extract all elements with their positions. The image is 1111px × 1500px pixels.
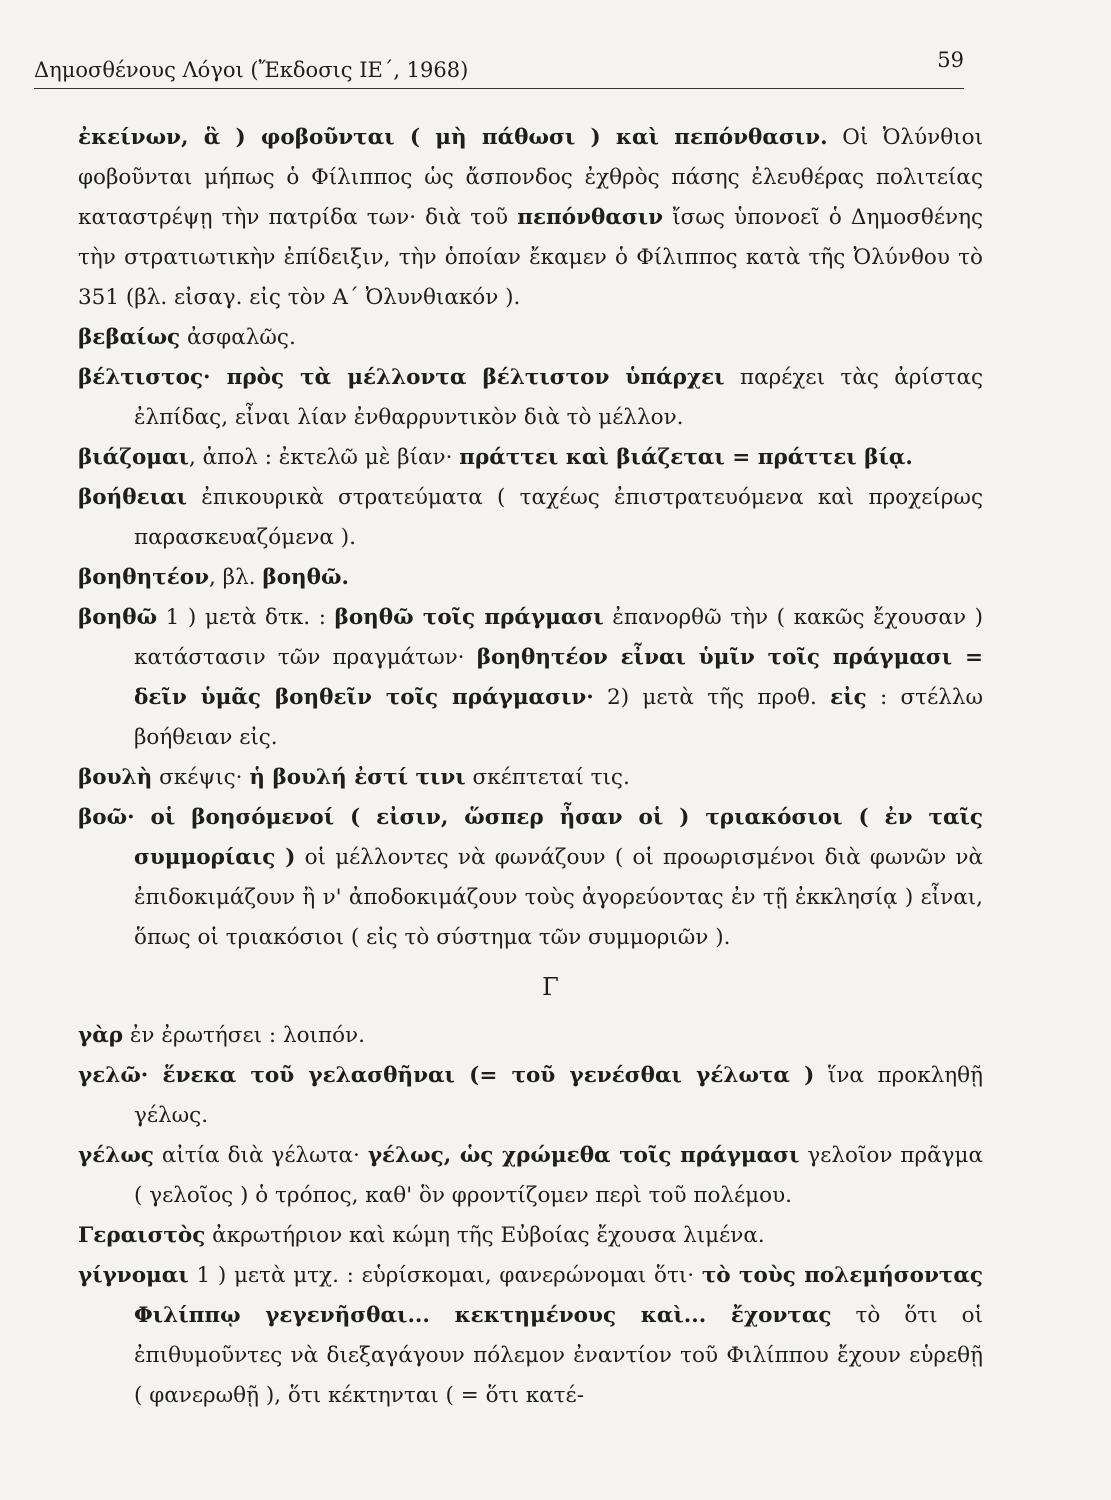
entry-text: οἱ μέλλοντες νὰ φωνάζουν ( οἱ προωρισμένοι διὰ φωνῶν νὰ ἐπιδοκιμάζουν ἢ ν' ἀποδοκιμάζουν τοὺς ἀγορεύοντας ἐν τῇ ἐκκλησίᾳ ) εἶναι, ὅπως οἱ τριακόσιοι ( εἰς τὸ σύστημα τῶν συμμοριῶν ). (134, 845, 983, 950)
entry-term: τὸ τοὺς πολεμήσοντας Φιλίππῳ γεγενῆσθαι... κεκτημένους καὶ... ἔχοντας (134, 1263, 984, 1328)
glossary-entry (78, 118, 983, 318)
entry-term: βοηθῶ τοῖς πράγμασι (334, 605, 604, 630)
entry-text: ἀσφαλῶς. (180, 325, 296, 350)
entry-term: ἡ βουλή ἐστί τινι (249, 765, 466, 790)
entry-text: 2) μετὰ τῆς προθ. (593, 685, 831, 710)
glossary-entry (78, 758, 983, 798)
glossary-entry (78, 1056, 983, 1136)
glossary-entry (78, 318, 983, 358)
entry-term: γὰρ (78, 1023, 124, 1048)
glossary-entry (78, 438, 983, 478)
entry-term: γέλως (78, 1143, 154, 1168)
glossary-entry (78, 358, 983, 438)
entry-text: τὸ ὅτι οἱ ἐπιθυμοῦντες νὰ διεξαγάγουν πόλεμον ἐναντίον τοῦ Φιλίππου ἔχουν εὑρεθῇ ( φανερωθῇ ), ὅτι κέκτηνται ( = ὅτι κατέ- (134, 1303, 984, 1408)
glossary-entry (78, 558, 983, 598)
glossary-entry (78, 1216, 983, 1256)
running-head (34, 48, 964, 89)
entry-term: βεβαίως (78, 325, 181, 350)
entry-term: γίγνομαι (78, 1263, 189, 1288)
entry-term: βοήθειαι (78, 485, 188, 510)
entry-term: βοῶ· οἱ βοησόμενοί ( εἰσιν, ὥσπερ ἦσαν οἱ ) τριακόσιοι ( ἐν ταῖς συμμορίαις ) (78, 805, 983, 870)
entry-term: βοηθῶ (78, 605, 158, 630)
glossary-entry (78, 598, 983, 758)
entry-text: ἐπανορθῶ τὴν ( κακῶς ἔχουσαν ) κατάστασιν τῶν πραγμάτων· (134, 605, 983, 670)
entry-term: βοηθητέον (78, 565, 210, 590)
entry-text: ἐν ἐρωτήσει : λοιπόν. (123, 1023, 365, 1048)
entry-text: ἴσως ὑπονοεῖ ὁ Δημοσθένης τὴν στρατιωτικὴν ἐπίδειξιν, τὴν ὁποίαν ἔκαμεν ὁ Φίλιππος κατὰ τῆς Ὀλύνθου τὸ 351 (βλ. εἰσαγ. εἰς τὸν Α΄ Ὀλυνθιακόν ). (78, 205, 983, 310)
entry-text: Οἱ Ὀλύνθιοι φοβοῦνται μήπως ὁ Φίλιππος ὡς ἄσπονδος ἐχθρὸς πάσης ἐλευθέρας πολιτείας καταστρέψῃ τὴν πατρίδα των· διὰ τοῦ (78, 125, 983, 230)
glossary-entry (78, 798, 983, 958)
entry-term: ἐκείνων, ἃ ) φοβοῦνται ( μὴ πάθωσι ) καὶ πεπόνθασιν. (78, 125, 828, 150)
page-number: 59 (937, 48, 964, 72)
entry-term: βιάζομαι (78, 445, 189, 470)
entry-text: 1 ) μετὰ μτχ. : εὑρίσκομαι, φανερώνομαι ὅτι· (188, 1263, 702, 1288)
entry-text: ἀκρωτήριον καὶ κώμη τῆς Εὐβοίας ἔχουσα λιμένα. (205, 1223, 765, 1248)
entry-text: γελοῖον πρᾶγμα ( γελοῖος ) ὁ τρόπος, καθ' ὃν φροντίζομεν περὶ τοῦ πολέμου. (134, 1143, 983, 1208)
entry-text: 1 ) μετὰ δτκ. : (157, 605, 335, 630)
entry-text: σκέψις· (152, 765, 250, 790)
glossary-entry (78, 1136, 983, 1216)
glossary-entry (78, 1256, 983, 1416)
entry-text: ἐπικουρικὰ στρατεύματα ( ταχέως ἐπιστρατευόμενα καὶ προχείρως παρασκευαζόμενα ). (134, 485, 983, 550)
entry-term: βοηθητέον εἶναι ὑμῖν τοῖς πράγμασι = δεῖν ὑμᾶς βοηθεῖν τοῖς πράγμασιν· (134, 645, 983, 710)
entry-term: βοηθῶ. (262, 565, 349, 590)
entry-term: πράττει καὶ βιάζεται = πράττει βίᾳ. (459, 445, 913, 470)
entry-text: ἵνα προκληθῇ γέλως. (134, 1063, 983, 1128)
entry-text: , βλ. (209, 565, 263, 590)
running-head-title: Δημοσθένους Λόγοι (Ἔκδοσις ΙΕ΄, 1968) (34, 58, 469, 82)
section-letter: Γ (542, 973, 559, 1001)
entry-term: εἰς (830, 685, 867, 710)
entry-term: Γεραιστὸς (78, 1223, 206, 1248)
glossary-entry (78, 478, 983, 558)
entry-term: βουλὴ (78, 765, 153, 790)
entry-term: πεπόνθασιν (517, 205, 664, 230)
entry-text: αἰτία διὰ γέλωτα· (153, 1143, 368, 1168)
entry-text: : στέλλω βοήθειαν εἰς. (134, 685, 983, 750)
glossary-body (78, 118, 983, 1416)
entry-term: γελῶ· ἕνεκα τοῦ γελασθῆναι (= τοῦ γενέσθαι γέλωτα ) (78, 1063, 815, 1088)
entry-text: παρέχει τὰς ἀρίστας ἐλπίδας, εἶναι λίαν ἐνθαρρυντικὸν διὰ τὸ μέλλον. (134, 365, 984, 430)
glossary-entry (78, 1016, 983, 1056)
entry-term: γέλως, ὡς χρώμεθα τοῖς πράγμασι (367, 1143, 800, 1168)
entry-term: βέλτιστος· πρὸς τὰ μέλλοντα βέλτιστον ὑπάρχει (78, 365, 725, 390)
entry-text: σκέπτεταί τις. (465, 765, 630, 790)
entry-text: , ἀπολ : ἐκτελῶ μὲ βίαν· (189, 445, 460, 470)
